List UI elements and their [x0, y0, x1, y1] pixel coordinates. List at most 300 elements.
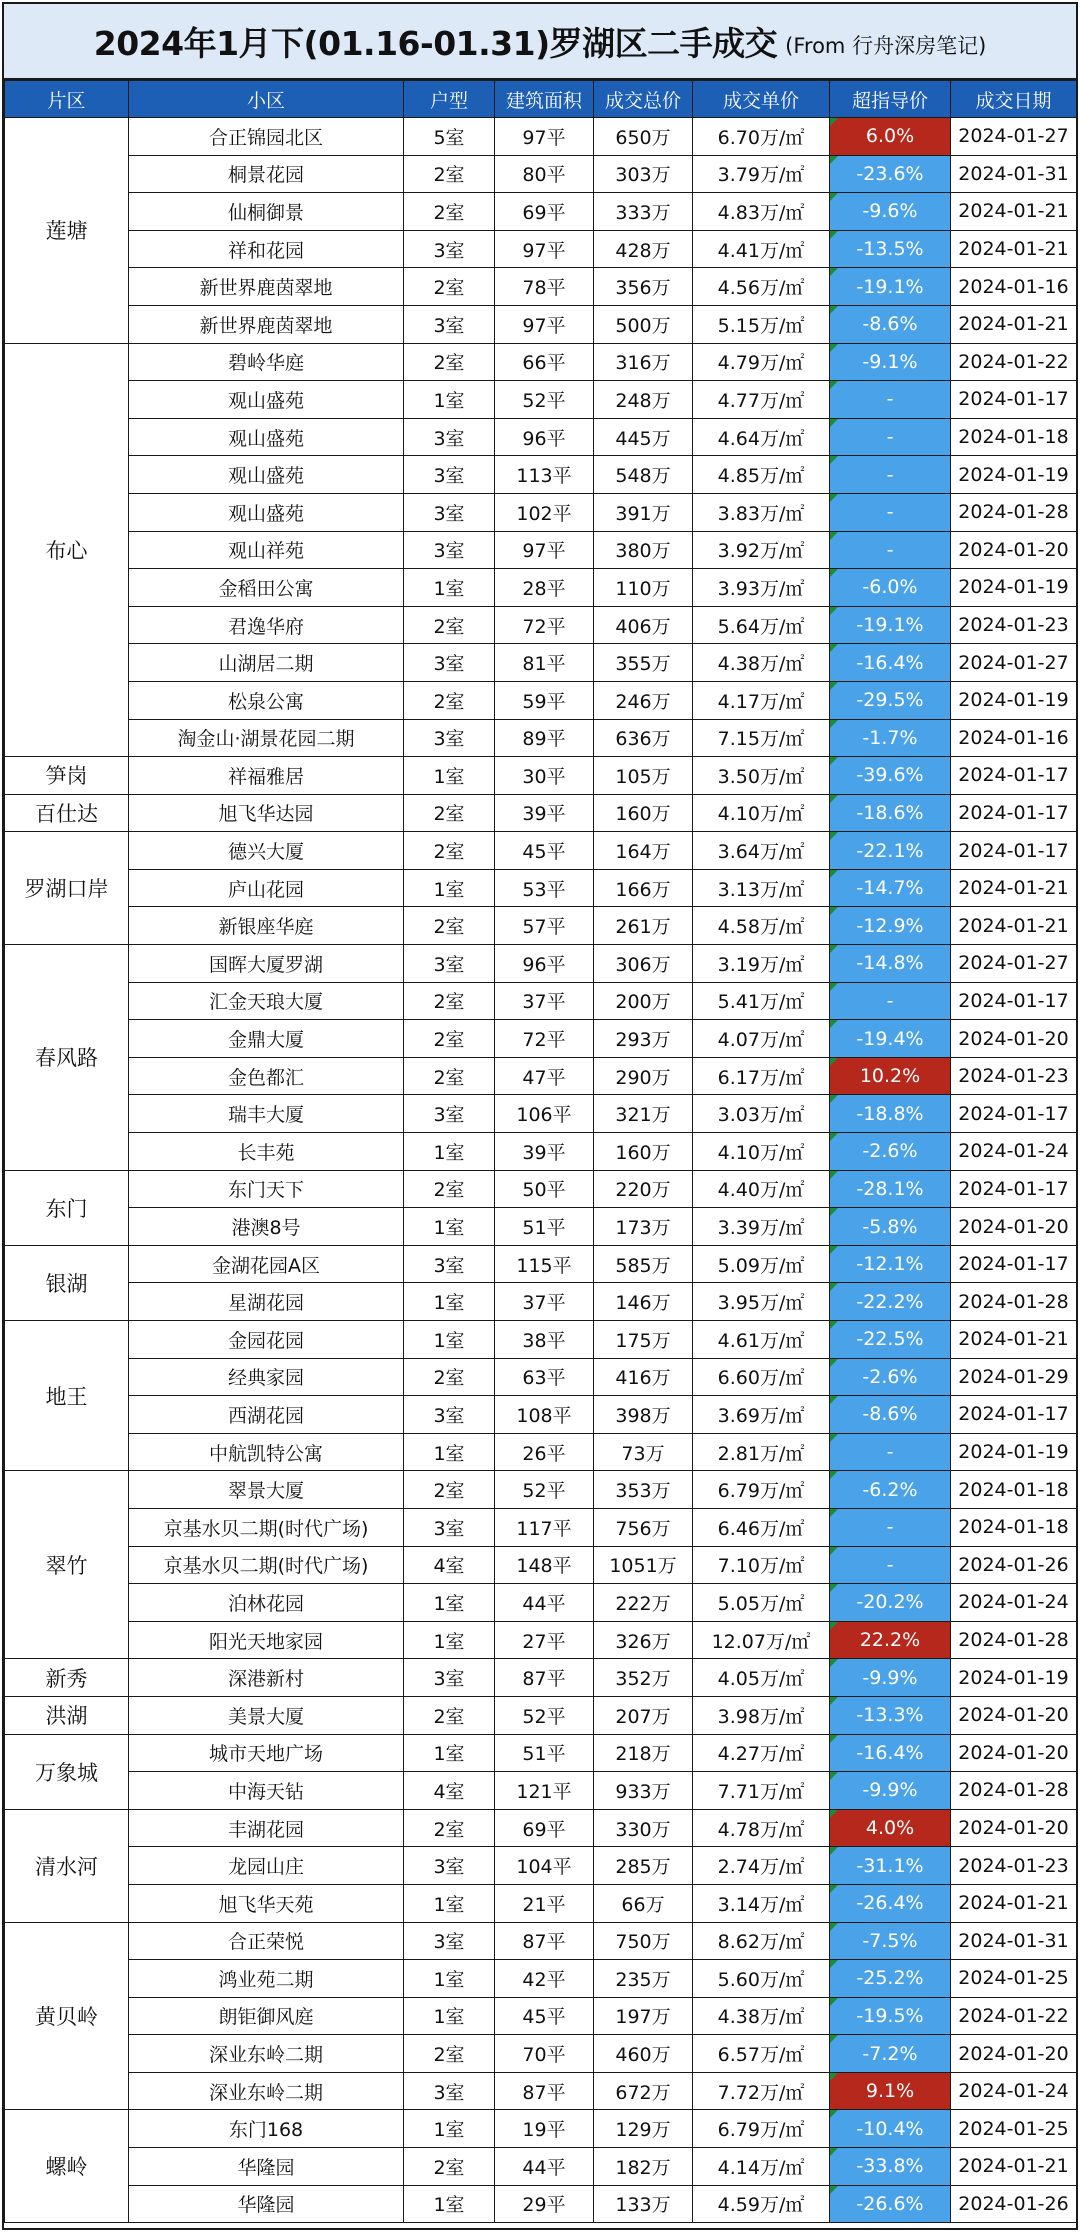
unit-price-cell: 4.85万/㎡ [693, 456, 830, 494]
guide-premium-value: -1.7% [862, 726, 918, 749]
cell-flag-marker [830, 532, 838, 540]
layout-cell: 2室 [404, 268, 495, 306]
unit-price-cell: 4.40万/㎡ [693, 1170, 830, 1208]
total-price-cell: 460万 [594, 2035, 693, 2073]
area-cell: 63平 [495, 1358, 594, 1396]
guide-premium-cell [830, 1772, 951, 1810]
cell-flag-marker [830, 1058, 838, 1066]
deal-date-cell: 2024-01-28 [951, 1283, 1077, 1321]
table-row [5, 1471, 1077, 1509]
guide-premium-value: 4.0% [865, 1817, 915, 1840]
area-cell: 96平 [495, 945, 594, 983]
layout-cell: 1室 [404, 1584, 495, 1622]
layout-cell: 1室 [404, 869, 495, 907]
deal-date-cell: 2024-01-19 [951, 1433, 1077, 1471]
cell-flag-marker [830, 193, 838, 201]
table-row [5, 1772, 1077, 1810]
guide-premium-value: - [886, 388, 894, 411]
title-main: 2024年1月下(01.16-01.31)罗湖区二手成交 [93, 23, 778, 63]
total-price-cell: 333万 [594, 193, 693, 231]
col-header-guide-premium: 超指导价 [830, 81, 951, 118]
deal-date-cell: 2024-01-20 [951, 2035, 1077, 2073]
estate-cell: 华隆园 [129, 2148, 404, 2186]
area-cell: 106平 [495, 1095, 594, 1133]
guide-premium-cell [830, 381, 951, 419]
area-cell: 19平 [495, 2110, 594, 2148]
cell-flag-marker [830, 1998, 838, 2006]
table-row [5, 230, 1077, 268]
layout-cell: 1室 [404, 2110, 495, 2148]
layout-cell: 3室 [404, 531, 495, 569]
cell-flag-marker [830, 983, 838, 991]
deal-date-cell: 2024-01-16 [951, 268, 1077, 306]
total-price-cell: 164万 [594, 832, 693, 870]
unit-price-cell: 2.81万/㎡ [693, 1433, 830, 1471]
unit-price-cell: 4.38万/㎡ [693, 644, 830, 682]
deal-date-cell: 2024-01-25 [951, 1960, 1077, 1998]
estate-cell: 丰湖花园 [129, 1809, 404, 1847]
area-cell: 108平 [495, 1396, 594, 1434]
guide-premium-value: 22.2% [859, 1629, 921, 1652]
total-price-cell: 222万 [594, 1584, 693, 1622]
estate-cell: 金湖花园A区 [129, 1245, 404, 1283]
table-row [5, 869, 1077, 907]
district-cell: 罗湖口岸 [5, 832, 129, 945]
estate-cell: 经典家园 [129, 1358, 404, 1396]
guide-premium-cell [830, 569, 951, 607]
layout-cell: 3室 [404, 456, 495, 494]
unit-price-cell: 4.56万/㎡ [693, 268, 830, 306]
layout-cell: 1室 [404, 1621, 495, 1659]
estate-cell: 长丰苑 [129, 1133, 404, 1171]
unit-price-cell: 4.10万/㎡ [693, 794, 830, 832]
total-price-cell: 133万 [594, 2185, 693, 2223]
guide-premium-value: -8.6% [862, 1403, 918, 1426]
unit-price-cell: 4.27万/㎡ [693, 1734, 830, 1772]
guide-premium-cell [830, 1433, 951, 1471]
unit-price-cell: 5.09万/㎡ [693, 1245, 830, 1283]
table-row [5, 1884, 1077, 1922]
guide-premium-value: -14.8% [856, 952, 924, 975]
area-cell: 87平 [495, 1659, 594, 1697]
layout-cell: 2室 [404, 832, 495, 870]
unit-price-cell: 6.60万/㎡ [693, 1358, 830, 1396]
guide-premium-value: - [886, 989, 894, 1012]
guide-premium-cell [830, 1884, 951, 1922]
unit-price-cell: 4.05万/㎡ [693, 1659, 830, 1697]
layout-cell: 2室 [404, 1170, 495, 1208]
area-cell: 66平 [495, 343, 594, 381]
guide-premium-value: -2.6% [862, 1140, 918, 1163]
guide-premium-value: -12.1% [856, 1253, 924, 1276]
layout-cell: 3室 [404, 230, 495, 268]
guide-premium-value: - [886, 1441, 894, 1464]
layout-cell: 1室 [404, 1960, 495, 1998]
area-cell: 39平 [495, 794, 594, 832]
cell-flag-marker [830, 1960, 838, 1968]
area-cell: 70平 [495, 2035, 594, 2073]
deal-date-cell: 2024-01-24 [951, 2072, 1077, 2110]
cell-flag-marker [830, 2186, 838, 2194]
estate-cell: 祥福雅居 [129, 757, 404, 795]
sales-table-sheet [2, 2, 1078, 2230]
deal-date-cell: 2024-01-27 [951, 945, 1077, 983]
estate-cell: 君逸华府 [129, 606, 404, 644]
layout-cell: 1室 [404, 1321, 495, 1359]
unit-price-cell: 4.10万/㎡ [693, 1133, 830, 1171]
layout-cell: 2室 [404, 1471, 495, 1509]
guide-premium-cell [830, 1358, 951, 1396]
title-source: (From 行舟深房笔记) [785, 34, 987, 58]
col-header-layout: 户型 [404, 81, 495, 118]
table-row [5, 1245, 1077, 1283]
guide-premium-value: -28.1% [856, 1177, 924, 1200]
guide-premium-cell [830, 1133, 951, 1171]
area-cell: 97平 [495, 305, 594, 343]
cell-flag-marker [830, 156, 838, 164]
cell-flag-marker [830, 720, 838, 728]
layout-cell: 4室 [404, 1546, 495, 1584]
total-price-cell: 235万 [594, 1960, 693, 1998]
cell-flag-marker [830, 644, 838, 652]
deal-date-cell: 2024-01-17 [951, 1396, 1077, 1434]
layout-cell: 3室 [404, 1508, 495, 1546]
estate-cell: 仙桐御景 [129, 193, 404, 231]
area-cell: 51平 [495, 1734, 594, 1772]
deal-date-cell: 2024-01-21 [951, 869, 1077, 907]
layout-cell: 2室 [404, 155, 495, 193]
unit-price-cell: 3.14万/㎡ [693, 1884, 830, 1922]
district-cell: 翠竹 [5, 1471, 129, 1659]
deal-date-cell: 2024-01-23 [951, 1847, 1077, 1885]
layout-cell: 1室 [404, 1133, 495, 1171]
cell-flag-marker [830, 1434, 838, 1442]
table-row [5, 1170, 1077, 1208]
table-row [5, 118, 1077, 156]
col-header-deal-date: 成交日期 [951, 81, 1077, 118]
guide-premium-cell [830, 1960, 951, 1998]
unit-price-cell: 6.79万/㎡ [693, 1471, 830, 1509]
cell-flag-marker [830, 1208, 838, 1216]
total-price-cell: 445万 [594, 418, 693, 456]
guide-premium-cell [830, 118, 951, 156]
layout-cell: 2室 [404, 193, 495, 231]
total-price-cell: 756万 [594, 1508, 693, 1546]
guide-premium-value: 6.0% [865, 125, 915, 148]
layout-cell: 2室 [404, 1358, 495, 1396]
area-cell: 96平 [495, 418, 594, 456]
total-price-cell: 129万 [594, 2110, 693, 2148]
area-cell: 97平 [495, 230, 594, 268]
area-cell: 69平 [495, 193, 594, 231]
estate-cell: 龙园山庄 [129, 1847, 404, 1885]
total-price-cell: 290万 [594, 1057, 693, 1095]
guide-premium-cell [830, 343, 951, 381]
area-cell: 113平 [495, 456, 594, 494]
guide-premium-cell [830, 945, 951, 983]
total-price-cell: 261万 [594, 907, 693, 945]
guide-premium-value: -2.6% [862, 1365, 918, 1388]
table-row [5, 1847, 1077, 1885]
layout-cell: 2室 [404, 2035, 495, 2073]
area-cell: 102平 [495, 493, 594, 531]
layout-cell: 3室 [404, 719, 495, 757]
layout-cell: 2室 [404, 1696, 495, 1734]
estate-cell: 城市天地广场 [129, 1734, 404, 1772]
guide-premium-cell [830, 606, 951, 644]
area-cell: 21平 [495, 1884, 594, 1922]
estate-cell: 观山盛苑 [129, 493, 404, 531]
estate-cell: 港澳8号 [129, 1208, 404, 1246]
col-header-total-price: 成交总价 [594, 81, 693, 118]
layout-cell: 2室 [404, 982, 495, 1020]
total-price-cell: 182万 [594, 2148, 693, 2186]
area-cell: 39平 [495, 1133, 594, 1171]
total-price-cell: 175万 [594, 1321, 693, 1359]
total-price-cell: 326万 [594, 1621, 693, 1659]
table-row [5, 1922, 1077, 1960]
district-cell: 新秀 [5, 1659, 129, 1697]
total-price-cell: 1051万 [594, 1546, 693, 1584]
table-row [5, 982, 1077, 1020]
cell-flag-marker [830, 907, 838, 915]
unit-price-cell: 6.17万/㎡ [693, 1057, 830, 1095]
guide-premium-cell [830, 907, 951, 945]
deal-date-cell: 2024-01-28 [951, 1621, 1077, 1659]
area-cell: 87平 [495, 2072, 594, 2110]
estate-cell: 观山盛苑 [129, 381, 404, 419]
area-cell: 81平 [495, 644, 594, 682]
deal-date-cell: 2024-01-19 [951, 569, 1077, 607]
total-price-cell: 548万 [594, 456, 693, 494]
layout-cell: 1室 [404, 569, 495, 607]
cell-flag-marker [830, 795, 838, 803]
guide-premium-cell [830, 1584, 951, 1622]
cell-flag-marker [830, 1396, 838, 1404]
guide-premium-cell [830, 1508, 951, 1546]
guide-premium-cell [830, 1208, 951, 1246]
layout-cell: 3室 [404, 2072, 495, 2110]
cell-flag-marker [830, 1509, 838, 1517]
unit-price-cell: 4.58万/㎡ [693, 907, 830, 945]
district-cell: 黄贝岭 [5, 1922, 129, 2110]
guide-premium-value: -19.4% [856, 1027, 924, 1050]
table-row [5, 2185, 1077, 2223]
total-price-cell: 218万 [594, 1734, 693, 1772]
estate-cell: 合正锦园北区 [129, 118, 404, 156]
total-price-cell: 380万 [594, 531, 693, 569]
table-row [5, 493, 1077, 531]
area-cell: 148平 [495, 1546, 594, 1584]
guide-premium-value: -7.2% [862, 2042, 918, 2065]
header-row [5, 81, 1077, 118]
unit-price-cell: 5.64万/㎡ [693, 606, 830, 644]
area-cell: 52平 [495, 381, 594, 419]
area-cell: 53平 [495, 869, 594, 907]
guide-premium-value: -20.2% [856, 1591, 924, 1614]
table-row [5, 1546, 1077, 1584]
unit-price-cell: 3.93万/㎡ [693, 569, 830, 607]
table-row [5, 2110, 1077, 2148]
cell-flag-marker [830, 682, 838, 690]
area-cell: 97平 [495, 531, 594, 569]
guide-premium-cell [830, 1922, 951, 1960]
unit-price-cell: 3.69万/㎡ [693, 1396, 830, 1434]
total-price-cell: 197万 [594, 1997, 693, 2035]
table-row [5, 1321, 1077, 1359]
table-row [5, 569, 1077, 607]
deal-date-cell: 2024-01-31 [951, 155, 1077, 193]
table-row [5, 794, 1077, 832]
deal-date-cell: 2024-01-31 [951, 1922, 1077, 1960]
unit-price-cell: 4.79万/㎡ [693, 343, 830, 381]
unit-price-cell: 4.61万/㎡ [693, 1321, 830, 1359]
estate-cell: 中海天钻 [129, 1772, 404, 1810]
unit-price-cell: 3.64万/㎡ [693, 832, 830, 870]
guide-premium-cell [830, 418, 951, 456]
deal-date-cell: 2024-01-17 [951, 757, 1077, 795]
estate-cell: 深港新村 [129, 1659, 404, 1697]
cell-flag-marker [830, 1735, 838, 1743]
unit-price-cell: 3.50万/㎡ [693, 757, 830, 795]
deal-date-cell: 2024-01-28 [951, 1772, 1077, 1810]
deal-date-cell: 2024-01-17 [951, 832, 1077, 870]
guide-premium-cell [830, 1696, 951, 1734]
estate-cell: 金鼎大厦 [129, 1020, 404, 1058]
cell-flag-marker [830, 381, 838, 389]
unit-price-cell: 5.05万/㎡ [693, 1584, 830, 1622]
deal-date-cell: 2024-01-18 [951, 1508, 1077, 1546]
cell-flag-marker [830, 870, 838, 878]
guide-premium-value: -12.9% [856, 914, 924, 937]
unit-price-cell: 6.79万/㎡ [693, 2110, 830, 2148]
guide-premium-cell [830, 794, 951, 832]
deal-date-cell: 2024-01-24 [951, 1584, 1077, 1622]
deal-date-cell: 2024-01-19 [951, 1659, 1077, 1697]
guide-premium-cell [830, 531, 951, 569]
layout-cell: 1室 [404, 1734, 495, 1772]
deal-date-cell: 2024-01-17 [951, 1245, 1077, 1283]
area-cell: 51平 [495, 1208, 594, 1246]
guide-premium-cell [830, 1396, 951, 1434]
layout-cell: 2室 [404, 1809, 495, 1847]
deal-date-cell: 2024-01-21 [951, 193, 1077, 231]
area-cell: 97平 [495, 118, 594, 156]
guide-premium-value: -39.6% [856, 764, 924, 787]
cell-flag-marker [830, 1622, 838, 1630]
guide-premium-value: -33.8% [856, 2155, 924, 2178]
estate-cell: 翠景大厦 [129, 1471, 404, 1509]
estate-cell: 朗钜御风庭 [129, 1997, 404, 2035]
guide-premium-value: - [886, 501, 894, 524]
col-header-district: 片区 [5, 81, 129, 118]
unit-price-cell: 3.19万/㎡ [693, 945, 830, 983]
area-cell: 37平 [495, 982, 594, 1020]
district-cell: 百仕达 [5, 794, 129, 832]
cell-flag-marker [830, 2148, 838, 2156]
table-row [5, 1997, 1077, 2035]
table-row [5, 1020, 1077, 1058]
guide-premium-cell [830, 230, 951, 268]
cell-flag-marker [830, 419, 838, 427]
deal-date-cell: 2024-01-28 [951, 493, 1077, 531]
estate-cell: 深业东岭二期 [129, 2072, 404, 2110]
guide-premium-cell [830, 1546, 951, 1584]
estate-cell: 华隆园 [129, 2185, 404, 2223]
cell-flag-marker [830, 1471, 838, 1479]
total-price-cell: 406万 [594, 606, 693, 644]
guide-premium-value: - [886, 538, 894, 561]
estate-cell: 旭飞华达园 [129, 794, 404, 832]
guide-premium-value: -22.1% [856, 839, 924, 862]
unit-price-cell: 6.57万/㎡ [693, 2035, 830, 2073]
layout-cell: 5室 [404, 118, 495, 156]
district-cell: 洪湖 [5, 1696, 129, 1734]
cell-flag-marker [830, 1133, 838, 1141]
deal-date-cell: 2024-01-27 [951, 644, 1077, 682]
guide-premium-value: -18.8% [856, 1102, 924, 1125]
estate-cell: 金稻田公寓 [129, 569, 404, 607]
estate-cell: 瑞丰大厦 [129, 1095, 404, 1133]
unit-price-cell: 4.77万/㎡ [693, 381, 830, 419]
deal-date-cell: 2024-01-20 [951, 1208, 1077, 1246]
table-row [5, 832, 1077, 870]
layout-cell: 1室 [404, 757, 495, 795]
estate-cell: 京基水贝二期(时代广场) [129, 1546, 404, 1584]
unit-price-cell: 3.39万/㎡ [693, 1208, 830, 1246]
table-row [5, 1057, 1077, 1095]
cell-flag-marker [830, 2035, 838, 2043]
unit-price-cell: 6.70万/㎡ [693, 118, 830, 156]
guide-premium-value: -16.4% [856, 1741, 924, 1764]
guide-premium-cell [830, 1095, 951, 1133]
layout-cell: 4室 [404, 1772, 495, 1810]
layout-cell: 1室 [404, 1884, 495, 1922]
guide-premium-cell [830, 155, 951, 193]
cell-flag-marker [830, 456, 838, 464]
cell-flag-marker [830, 1020, 838, 1028]
deal-date-cell: 2024-01-22 [951, 343, 1077, 381]
unit-price-cell: 3.79万/㎡ [693, 155, 830, 193]
estate-cell: 星湖花园 [129, 1283, 404, 1321]
total-price-cell: 160万 [594, 794, 693, 832]
guide-premium-cell [830, 2148, 951, 2186]
cell-flag-marker [830, 1359, 838, 1367]
layout-cell: 3室 [404, 644, 495, 682]
deal-date-cell: 2024-01-19 [951, 681, 1077, 719]
deal-date-cell: 2024-01-21 [951, 1321, 1077, 1359]
unit-price-cell: 7.10万/㎡ [693, 1546, 830, 1584]
estate-cell: 京基水贝二期(时代广场) [129, 1508, 404, 1546]
area-cell: 72平 [495, 1020, 594, 1058]
table-row [5, 2148, 1077, 2186]
cell-flag-marker [830, 1810, 838, 1818]
table-row [5, 644, 1077, 682]
district-cell: 万象城 [5, 1734, 129, 1809]
cell-flag-marker [830, 757, 838, 765]
guide-premium-value: -31.1% [856, 1854, 924, 1877]
area-cell: 87平 [495, 1922, 594, 1960]
cell-flag-marker [830, 344, 838, 352]
unit-price-cell: 3.83万/㎡ [693, 493, 830, 531]
unit-price-cell: 7.72万/㎡ [693, 2072, 830, 2110]
deal-date-cell: 2024-01-23 [951, 606, 1077, 644]
table-row [5, 1696, 1077, 1734]
guide-premium-value: -23.6% [856, 162, 924, 185]
guide-premium-cell [830, 1170, 951, 1208]
cell-flag-marker [830, 2110, 838, 2118]
layout-cell: 3室 [404, 418, 495, 456]
